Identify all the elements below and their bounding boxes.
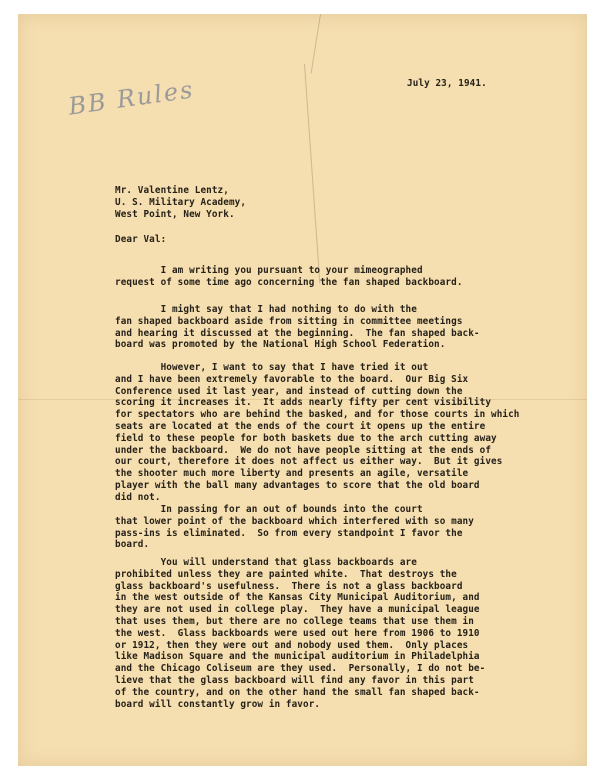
paragraph-line: field to these people for both baskets due to the arch cutting away [115, 432, 497, 444]
paragraph-line: board. [115, 539, 150, 551]
paragraph-line: request of some time ago concerning the fan shaped backboard. [115, 276, 463, 288]
address-line: West Point, New York. [115, 208, 235, 220]
paragraph-line: did not. [115, 491, 161, 503]
paragraph-line: of the country, and on the other hand the small fan shaped back- [115, 686, 480, 698]
paragraph-line: scoring it increases it. It adds nearly fifty per cent visibility [115, 397, 492, 409]
address-line: Mr. Valentine Lentz, [115, 185, 229, 196]
address-line: U. S. Military Academy, [115, 196, 247, 208]
letter-page [18, 14, 587, 766]
paragraph-line: that uses them, but there are no college teams that use them in [115, 616, 474, 627]
paragraph-line: board was promoted by the National High School Federation. [115, 339, 446, 351]
paragraph-line: seats are located at the ends of the court it opens up the entire [115, 421, 486, 432]
paragraph-line: and hearing it discussed at the beginning. The fan shaped back- [115, 327, 480, 339]
paragraph-line: However, I want to say that I have tried it out [115, 362, 429, 373]
paragraph-line: player with the ball many advantages to score that the old board [115, 480, 480, 491]
paragraph-line: I might say that I had nothing to do with the [115, 304, 417, 315]
handwritten-note: BB Rules [66, 75, 196, 121]
paragraph-line: for spectators who are behind the basked, and for those courts in which [115, 409, 520, 421]
paragraph-line: they are not used in college play. They have a municipal league [115, 604, 480, 616]
paragraph-line: that lower point of the backboard which interfered with so many [115, 515, 474, 527]
paragraph-line: lieve that the glass backboard will find any favor in this part [115, 675, 474, 686]
paragraph-line: under the backboard. We do not have people sitting at the ends of [115, 444, 492, 456]
letter-date: July 23, 1941. [407, 78, 487, 89]
paragraph-line: the west. Glass backboards were used out here from 1906 to 1910 [115, 627, 480, 639]
pen-mark [304, 64, 320, 284]
paragraph-line: board will constantly grow in favor. [115, 698, 321, 710]
paragraph-line: our court, therefore it does not affect us either way. But it gives [115, 456, 503, 468]
paragraph-line: You will understand that glass backboards are [115, 557, 417, 568]
paragraph-line: and the Chicago Coliseum are they used. Personally, I do not be- [115, 663, 486, 675]
paragraph-line: prohibited unless they are painted white. That destroys the [115, 568, 457, 580]
salutation: Dear Val: [115, 234, 167, 245]
paragraph-line: in the west outside of the Kansas City Municipal Auditorium, and [115, 592, 480, 604]
paragraph-line: Conference used it last year, and instead of cutting down the [115, 385, 463, 397]
paragraph-line: fan shaped backboard aside from sitting in committee meetings [115, 315, 463, 327]
paragraph-line: and I have been extremely favorable to the board. Our Big Six [115, 373, 469, 385]
paragraph-line: pass-ins is eliminated. So from every standpoint I favor the [115, 527, 463, 539]
paragraph-line: In passing for an out of bounds into the court [115, 504, 423, 515]
paragraph-line: glass backboard's usefulness. There is not a glass backboard [115, 580, 463, 592]
paragraph-line: the shooter much more liberty and presents an agile, versatile [115, 468, 469, 480]
paragraph-line: or 1912, then they were out and nobody used them. Only places [115, 639, 469, 651]
pen-mark [311, 14, 321, 73]
paragraph-line: I am writing you pursuant to your mimeographed [115, 265, 423, 276]
paragraph-line: like Madison Square and the municipal auditorium in Philadelphia [115, 651, 480, 663]
